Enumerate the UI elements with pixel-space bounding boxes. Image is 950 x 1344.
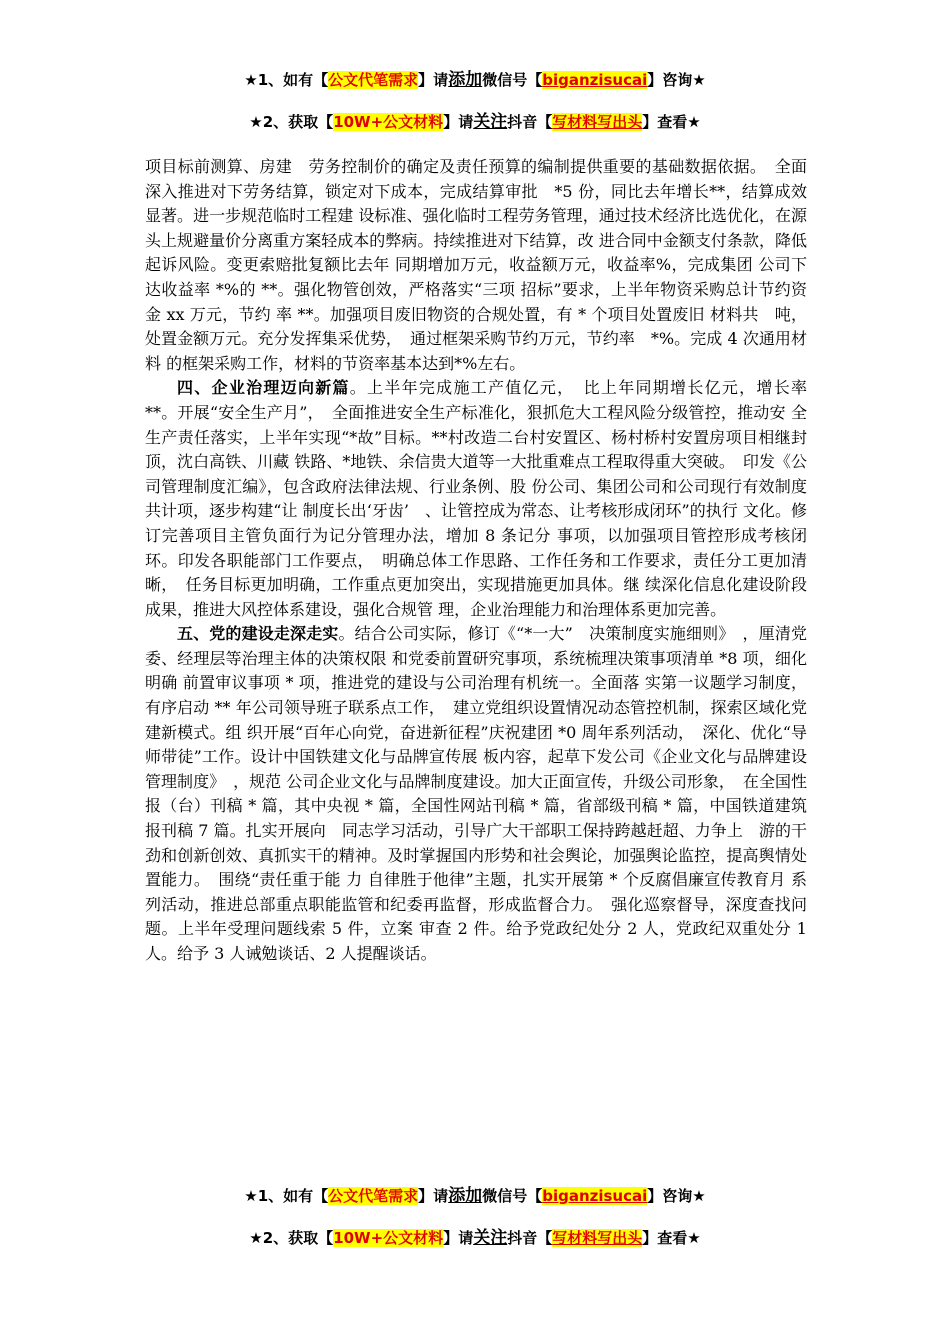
- banner-text: 】请: [418, 71, 449, 89]
- banner-text: ★2、获取【: [249, 1229, 334, 1247]
- paragraph-text: 。结合公司实际，修订《“*一大” 决策制度实施细则》 ，厘清党委、经理层等治理主体的决策权限 和党委前置研究事项，系统梳理决策事项清单 *8 项，细化明确 前置审议事项 * 项，推进党的建设与公司治理有机统一。全面落 实第一议题学习制度，有序启动 ** 年公司领导班子联系点工作， 建立党组织设置情况动态管控机制，探索区域化党建新模式。组 织开展“百年心向党，奋进新征程”庆祝建团 *0 周年系列活动， 深化、优化“导师带徒”工作。设计中国铁建文化与品牌宣传展 板内容，起草下发公司《企业文化与品牌建设管理制度》 ，规范 公司企业文化与品牌制度建设。加大正面宣传，升级公司形象， 在全国性报（台）刊稿 * 篇，其中央视 * 篇，全国性网站刊稿 * 篇，省部级刊稿 * 篇，中国铁道建筑报刊稿 7 篇。扎实开展向 同志学习活动，引导广大干部职工保持跨越赶超、力争上 游的干劲和创新创效、真抓实干的精神。及时掌握国内形势和社会舆论，加强舆论监控，提高舆情处置能力。 围绕“责任重于能 力 自律胜于他律”主题，扎实开展第 * 个反腐倡廉宣传教育月 系列活动，推进总部重点职能监管和纪委再监督，形成监督合力。 强化巡察督导，深度查找问题。上半年受理问题线索 5 件，立案 审查 2 件。给予党政纪处分 2 人，党政纪双重处分 1 人。给予 3 人诫勉谈话、2 人提醒谈话。: [145, 624, 807, 963]
- emphasis-follow: 关注: [473, 1228, 508, 1248]
- section-heading-governance: 四、企业治理迈向新篇: [177, 378, 350, 398]
- header-ad-line-2: [0, 110, 950, 134]
- paragraph-governance: [145, 376, 823, 622]
- banner-text: 】请: [443, 113, 474, 131]
- emphasis-add: 添加: [448, 1186, 483, 1206]
- footer-ad-line-2: [0, 1226, 950, 1250]
- highlight-douyin-id: 写材料写出头: [552, 1229, 643, 1247]
- emphasis-follow: 关注: [473, 112, 508, 132]
- banner-text: 微信号【: [482, 1187, 543, 1205]
- banner-text: 】查看★: [642, 113, 701, 131]
- banner-text: ★1、如有【: [244, 71, 329, 89]
- banner-text: 】查看★: [642, 1229, 701, 1247]
- footer-ad-line-1: [0, 1184, 950, 1208]
- banner-text: 微信号【: [482, 71, 543, 89]
- paragraph-settlement: 项目标前测算、房建 劳务控制价的确定及责任预算的编制提供重要的基础数据依据。 全面深入推进对下劳务结算，锁定对下成本，完成结算审批 *5 份，同比去年增长**，结算成效显著。进一步规范临时工程建 设标准、强化临时工程劳务管理，通过技术经济比选优化，在源 头上规避量价分离重方案轻成本的弊病。持续推进对下结算，改 进合同中金额支付条款，降低起诉风险。变更索赔批复额比去年 同期增加万元，收益额万元，收益率%，完成集团 公司下达收益率 *%的 **。强化物管创效，严格落实“三项 招标”要求，上半年物资采购总计节约资金 xx 万元，节约 率 **。加强项目废旧物资的合规处置，有 * 个项目处置废旧 材料共 吨，处置金额万元。充分发挥集采优势， 通过框架采购节约万元，节约率 *%。完成 4 次通用材料 的框架采购工作，材料的节资率基本达到*%左右。: [145, 157, 807, 373]
- highlight-ghostwriting: 公文代笔需求: [328, 71, 419, 89]
- banner-text: 】请: [443, 1229, 474, 1247]
- highlight-wechat-id: biganzisucai: [542, 1187, 648, 1205]
- highlight-ghostwriting: 公文代笔需求: [328, 1187, 419, 1205]
- banner-text: 】咨询★: [647, 1187, 706, 1205]
- highlight-materials: 10W+公文材料: [333, 1229, 444, 1247]
- banner-text: ★2、获取【: [249, 113, 334, 131]
- paragraph-text: 。上半年完成施工产值亿元， 比上年同期增长亿元，增长率 **。开展“安全生产月”， 全面推进安全生产标准化，狠抓危大工程风险分级管控，推动安 全生产责任落实，上半年实现“*故”目标。**村改造二台村安置区、杨村桥村安置房项目相继封顶，沈白高铁、川藏 铁路、*地铁、余信贵大道等一大批重难点工程取得重大突破。 印发《公司管理制度汇编》，包含政府法律法规、行业条例、股 份公司、集团公司和公司现行有效制度共计项，逐步构建“让 制度长出‘牙齿’ 、让管控成为常态、让考核形成闭环”的执行 文化。修订完善项目主管负面行为记分管理办法，增加 8 条记分 事项，以加强项目管控形成考核闭环。印发各职能部门工作要点， 明确总体工作思路、工作任务和工作要求，责任分工更加清晰， 任务目标更加明确，工作重点更加突出，实现措施更加具体。继 续深化信息化建设阶段成果，推进大风控体系建设，强化合规管 理，企业治理能力和治理体系更加完善。: [145, 378, 823, 619]
- paragraph-party-building: [145, 622, 807, 966]
- banner-text: 抖音【: [507, 113, 553, 131]
- highlight-douyin-id: 写材料写出头: [552, 113, 643, 131]
- banner-text: 抖音【: [507, 1229, 553, 1247]
- document-body: [145, 155, 823, 967]
- emphasis-add: 添加: [448, 70, 483, 90]
- highlight-materials: 10W+公文材料: [333, 113, 444, 131]
- banner-text: ★1、如有【: [244, 1187, 329, 1205]
- section-heading-party-building: 五、党的建设走深走实: [177, 624, 339, 644]
- header-ad-line-1: [0, 68, 950, 92]
- banner-text: 】请: [418, 1187, 449, 1205]
- highlight-wechat-id: biganzisucai: [542, 71, 648, 89]
- banner-text: 】咨询★: [647, 71, 706, 89]
